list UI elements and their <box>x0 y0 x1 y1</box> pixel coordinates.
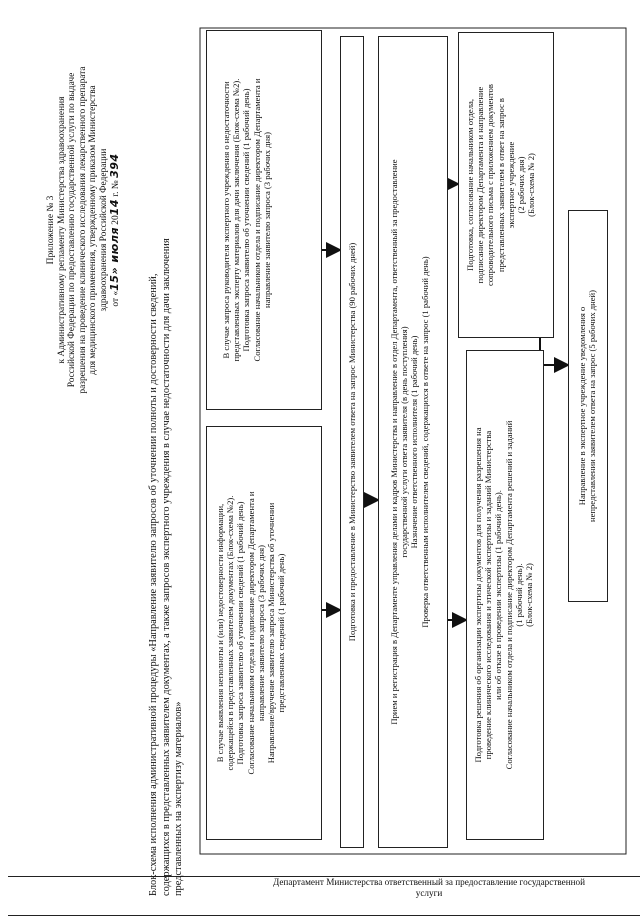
decision-line-6: (Блок-схема № 2) <box>524 563 535 627</box>
detect-line-6: Направление/вручение заявителю запроса Министерства об уточнении <box>266 502 277 764</box>
detect-line-1: В случае выявления неполноты и (или) недостоверности информации, <box>215 503 225 763</box>
box-notify <box>568 210 608 602</box>
approval-line-6: (2 рабочих дня) <box>516 156 527 214</box>
approval-line-2: подписание директором Департамента и направление <box>475 86 486 284</box>
order-date: 15» июля <box>107 227 121 291</box>
appendix-line-2: Российской Федерации по предоставлению государственной услуги по выдаче <box>67 72 78 388</box>
order-number: 394 <box>107 153 121 178</box>
decision-line-4: Согласование начальником отдела и подписание директором Департамента решений и заданий <box>503 420 514 770</box>
notify-line-1: Направление в экспертное учреждение уведомления о <box>577 306 587 506</box>
approval-line-3: сопроводительного письма с приложением документов <box>485 84 496 286</box>
expert-line-1: В случае запроса руководителя экспертного учреждения о недостаточности <box>221 81 231 359</box>
reception-line-1: Прием и регистрация в Департаменте управления делами и кадров Министерства и направление в отдел Департамента, ответственный за предоставление <box>389 159 399 725</box>
detect-line-5: направление заявителю запроса (3 рабочих дня) <box>255 545 266 721</box>
decision-line-5: (1 рабочий день). <box>513 563 524 627</box>
department-line-2: услуги <box>415 888 443 898</box>
box-reception <box>378 36 448 848</box>
notify-line-2: непредставлении заявителем ответа на запрос (5 рабочих дней) <box>587 289 598 523</box>
order-prefix: от « <box>110 290 121 307</box>
box-approval <box>458 32 554 338</box>
appendix-line-5: здравоохранения Российской Федерации <box>98 148 109 312</box>
detect-line-2: содержащейся в представленных заявителем документах (Блок-схема №2). <box>225 495 236 771</box>
title-line-1: Блок-схема исполнения административной процедуры «Направление заявителю запросов об уточнении полноты и достоверности сведений, <box>148 273 159 896</box>
decision-line-3: или об отказе в проведении экспертизы (1 рабочий день). <box>493 490 504 700</box>
detect-line-7: представленных сведений (1 рабочий день) <box>276 553 287 713</box>
order-year-prefix: 20 <box>110 215 121 225</box>
approval-line-4: представленных заявителем в ответ на запрос в <box>495 98 506 272</box>
box-detect-incomplete <box>206 426 322 840</box>
order-number-label: г. № <box>110 180 121 197</box>
detect-line-3: Подготовка запроса заявителю об уточнении сведений (1 рабочий день) <box>235 501 246 765</box>
prepare-ministry-text: Подготовка и предоставление в Министерство заявителем ответа на запрос Министерства (90 рабочих дней) <box>347 242 357 642</box>
decision-line-2: проведение клинического исследования и этической экспертизы и заданий Министерства <box>483 430 494 760</box>
reception-line-3: Назначение ответственного исполнителя (1 рабочий день) <box>409 335 420 549</box>
approval-line-7: (Блок-схема № 2) <box>526 153 537 217</box>
expert-line-2: представленных эксперту материалов для дачи заключения (Блок-схема №2). <box>231 78 242 362</box>
appendix-number: Приложение № 3 <box>46 195 56 265</box>
reception-line-4: Проверка ответственным исполнителем сведений, содержащихся в ответе на запрос (1 рабочий день) <box>419 256 430 628</box>
approval-line-1: Подготовка, согласование начальником отдела, <box>465 98 475 272</box>
appendix-line-1: к Административному регламенту Министерства здравоохранения <box>56 96 67 364</box>
appendix-line-4: для медицинского применения, утвержденному приказом Министерства <box>88 85 99 375</box>
expert-line-4: Согласование начальником отдела и подписание директором Департамента и <box>251 78 262 362</box>
title-line-2: содержащихся в представленных заявителем документах, а также запросов экспертного учреждения в случае недостаточности для дачи заключения <box>160 238 172 896</box>
department-line-1: Департамент Министерства ответственный за предоставление государственной <box>272 877 586 887</box>
decision-line-1: Подготовка решения об организации экспертизы документов для получения разрешения на <box>473 427 483 763</box>
detect-line-4: Согласование начальником отдела и подписание директором Департамента и <box>245 491 256 775</box>
approval-line-5: экспертное учреждение <box>505 141 516 229</box>
box-expert-request <box>206 30 322 410</box>
reception-line-2: государственной услуги ответа заявителя (в день поступления) <box>399 326 410 558</box>
box-decision <box>466 350 544 840</box>
appendix-line-3: разрешения на проведение клинического исследования лекарственного препарата <box>77 66 88 394</box>
expert-line-5: направление заявителю запроса (3 рабочих дня) <box>261 132 272 308</box>
expert-line-3: Подготовка запроса заявителю об уточнении сведений (1 рабочий день) <box>241 88 252 352</box>
box-prepare-ministry <box>340 36 364 848</box>
order-year: 14 <box>107 199 121 216</box>
title-line-3: представленных на экспертизу материалов» <box>173 701 185 896</box>
